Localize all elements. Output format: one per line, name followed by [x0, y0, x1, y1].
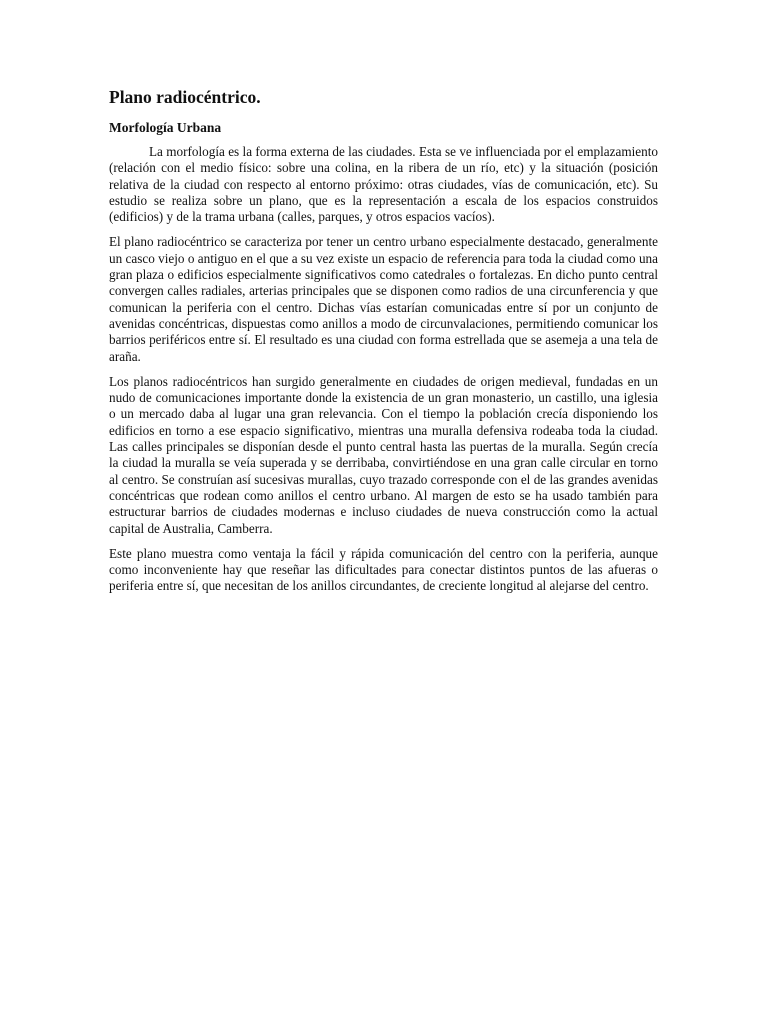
- document-title: Plano radiocéntrico.: [109, 87, 261, 107]
- paragraph-1: La morfología es la forma externa de las ciudades. Esta se ve influenciada por el emplazamiento (relación con el medio físico: sobre una colina, en la ribera de un río, etc) y la situación (posición relativa de la ciudad con respecto al entorno próximo: otras ciudades, vías de comunicación, etc). Su estudio se realiza sobre un plano, que es la representación a escala de los espacios construidos (edificios) y de la trama urbana (calles, parques, y otros espacios vacíos).: [109, 144, 658, 225]
- paragraph-2: El plano radiocéntrico se caracteriza por tener un centro urbano especialmente destacado, generalmente un casco viejo o antiguo en el que a su vez existe un espacio de referencia para toda la ciudad como una gran plaza o edificios especialmente significativos como catedrales o fortalezas. En dicho punto central convergen calles radiales, arterias principales que se disponen como radios de una circunferencia y que comunican la periferia con el centro. Dichas vías estarían comunicadas entre sí por un conjunto de avenidas concéntricas, dispuestas como anillos a modo de circunvalaciones, permitiendo comunicar los barrios periféricos entre sí. El resultado es una ciudad con forma estrellada que se asemeja a una tela de araña.: [109, 234, 658, 364]
- paragraph-4: Este plano muestra como ventaja la fácil y rápida comunicación del centro con la periferia, aunque como inconveniente hay que reseñar las dificultades para conectar distintos puntos de las afueras o periferia entre sí, que necesitan de los anillos circundantes, de creciente longitud al alejarse del centro.: [109, 545, 658, 594]
- paragraph-3: Los planos radiocéntricos han surgido generalmente en ciudades de origen medieval, fundadas en un nudo de comunicaciones importante donde la existencia de un gran monasterio, un castillo, una iglesia o un mercado daba al lugar una gran relevancia. Con el tiempo la población crecía disponiendo los edificios en torno a ese espacio significativo, mientras una muralla defensiva rodeaba toda la ciudad. Las calles principales se disponían desde el punto central hasta las puertas de la muralla. Según crecía la ciudad la muralla se veía superada y se derribaba, convirtiéndose en una gran calle circular en torno al centro. Se construían así sucesivas murallas, cuyo trazado corresponde con el de las grandes avenidas concéntricas que rodean como anillos el centro urbano. Al margen de esto se ha usado también para estructurar barrios de ciudades modernas e incluso ciudades de nueva construcción como la actual capital de Australia, Camberra.: [109, 373, 658, 536]
- section-heading: Morfología Urbana: [109, 120, 222, 135]
